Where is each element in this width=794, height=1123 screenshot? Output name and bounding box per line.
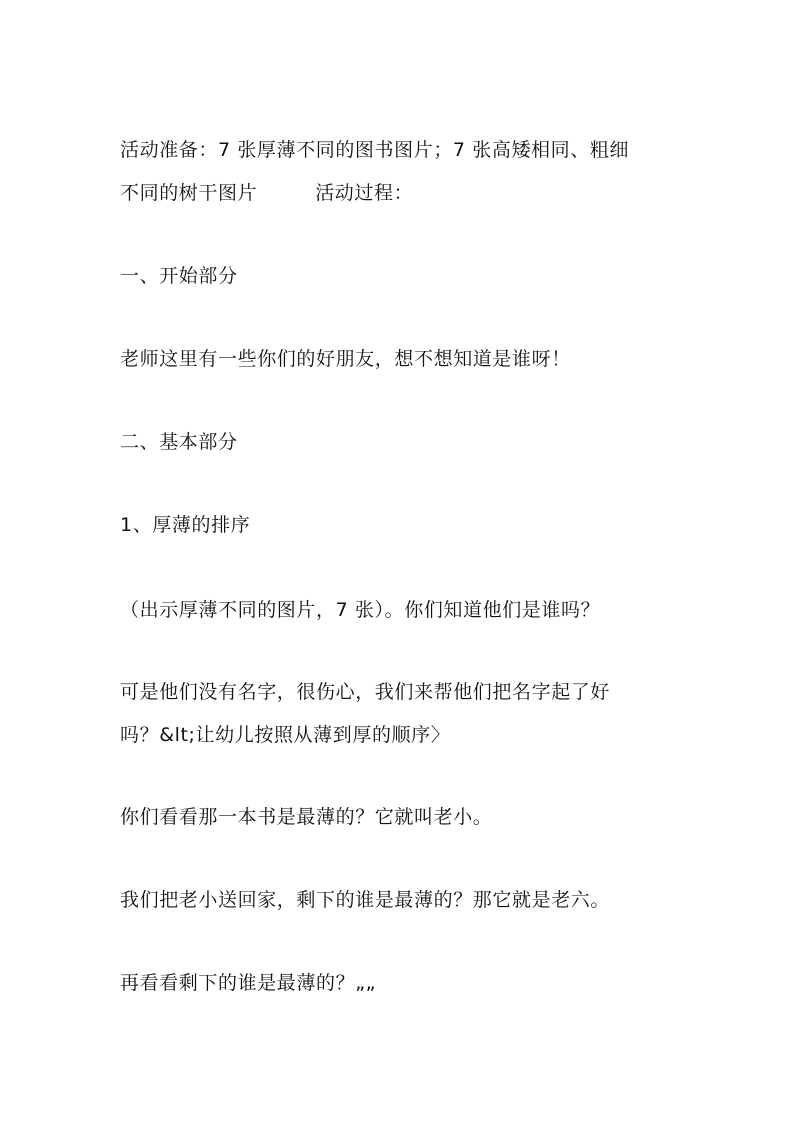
paragraph-3-line-1: 可是他们没有名字，很伤心，我们来帮他们把名字起了好 — [120, 681, 611, 703]
activity-process-label: 活动过程： — [315, 182, 414, 204]
paragraph-3-line-2: 吗？&lt;让幼儿按照从薄到厚的顺序〉 — [120, 724, 451, 746]
activity-prep-line-1: 活动准备：7 张厚薄不同的图书图片；7 张高矮相同、粗细 — [120, 139, 630, 161]
section-1-heading: 一、开始部分 — [120, 265, 238, 287]
section-2-heading: 二、基本部分 — [120, 431, 238, 453]
paragraph-4: 你们看看那一本书是最薄的？它就叫老小。 — [120, 806, 493, 828]
paragraph-2: （出示厚薄不同的图片，7 张）。你们知道他们是谁吗？ — [120, 599, 601, 621]
paragraph-6: 再看看剩下的谁是最薄的？„„ — [120, 972, 377, 994]
paragraph-5: 我们把老小送回家，剩下的谁是最薄的？那它就是老六。 — [120, 889, 611, 911]
activity-prep-line-2 — [120, 179, 413, 207]
paragraph-1: 老师这里有一些你们的好朋友，想不想知道是谁呀！ — [120, 348, 571, 370]
subsection-1-heading: 1、厚薄的排序 — [120, 514, 251, 536]
activity-prep-line-2-text: 不同的树干图片 — [120, 182, 258, 204]
